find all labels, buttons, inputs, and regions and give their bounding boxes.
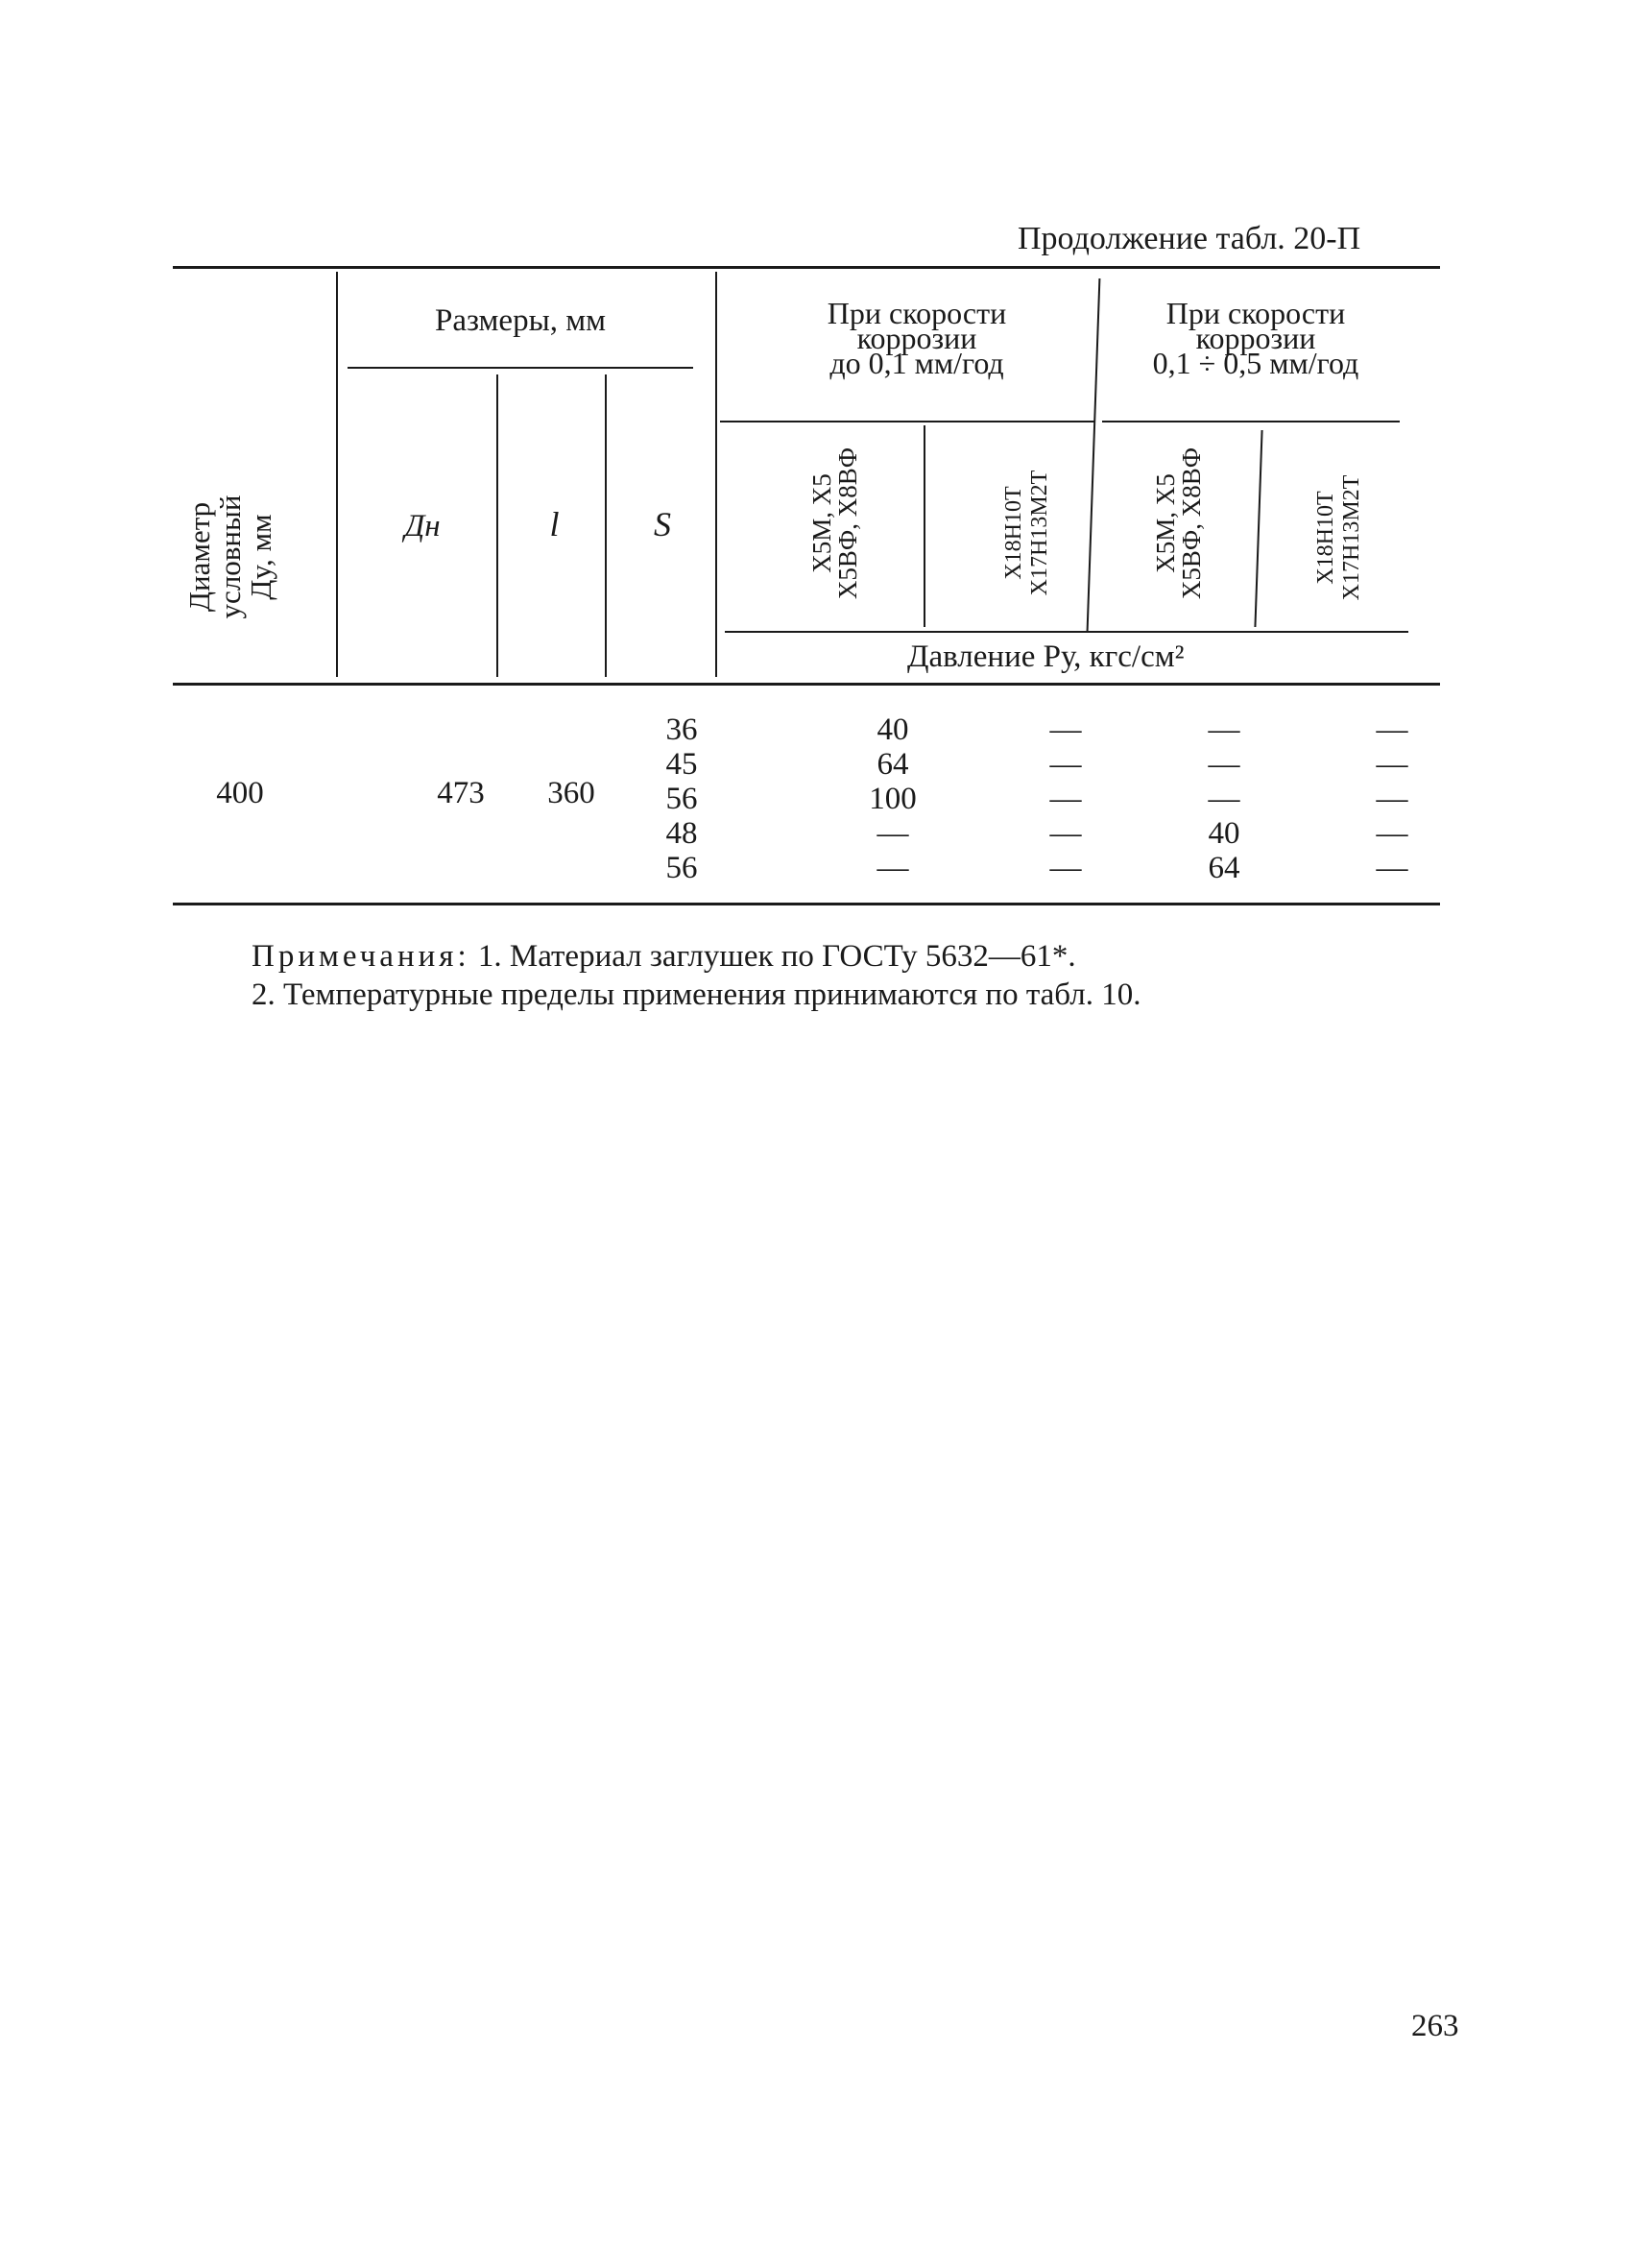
table-caption: Продолжение табл. 20-П <box>1018 221 1361 256</box>
corrosion2-header: При скорости коррозии 0,1 ÷ 0,5 мм/год <box>1152 296 1359 380</box>
col-divider-5 <box>924 425 925 627</box>
table-cell: — <box>877 851 909 885</box>
table-cell: 64 <box>877 747 909 782</box>
pressure-header: Давление Pу, кгс/см² <box>907 639 1185 674</box>
col-s-header: S <box>654 505 671 543</box>
material1-header: Х5М, Х5 Х5ВФ, Х8ВФ <box>807 446 862 600</box>
col-divider-2 <box>496 374 498 677</box>
sizes-group-rule <box>348 367 693 369</box>
notes-label: Примечания: <box>252 939 470 974</box>
note-1 <box>252 939 1076 975</box>
pressure-rule <box>725 631 1408 633</box>
table-cell: 40 <box>1208 816 1240 851</box>
note-1-text: 1. Материал заглушек по ГОСТу 5632—61*. <box>477 939 1076 974</box>
diameter-header: Диаметр условный Дy, мм <box>182 495 277 619</box>
col-dn-header: Дн <box>404 509 441 543</box>
table-cell: 64 <box>1208 851 1240 885</box>
table-cell: — <box>1049 712 1082 747</box>
table-cell: — <box>1376 816 1408 851</box>
col-divider-4 <box>715 272 717 677</box>
table-cell: — <box>1376 782 1408 816</box>
table-cell: — <box>1049 816 1082 851</box>
corr2-mat2-column <box>1344 712 1440 885</box>
table-cell: — <box>1208 782 1240 816</box>
note-2: 2. Температурные пределы применения принимаются по табл. 10. <box>252 977 1141 1012</box>
corrosion2-rule <box>1102 421 1400 422</box>
col-l-header: l <box>549 505 560 543</box>
table-cell: — <box>877 816 909 851</box>
col-divider-7 <box>1254 430 1262 627</box>
table-cell: — <box>1049 851 1082 885</box>
material2-header: Х18Н10Т Х17Н13М2Т <box>1001 470 1052 596</box>
table-cell: 48 <box>665 816 698 851</box>
table-cell: — <box>1376 747 1408 782</box>
table-top-rule <box>173 266 1440 269</box>
corrosion1-rule <box>720 421 1094 422</box>
s-column <box>634 712 730 885</box>
dy-value: 400 <box>216 776 264 810</box>
table-cell: — <box>1376 712 1408 747</box>
l-value: 360 <box>547 776 595 810</box>
page-number: 263 <box>1411 2009 1459 2043</box>
table-cell: — <box>1208 747 1240 782</box>
header-bottom-rule <box>173 683 1440 686</box>
table-cell: 100 <box>869 782 917 816</box>
table-cell: 56 <box>665 782 698 816</box>
table-cell: 45 <box>665 747 698 782</box>
corr1-mat2-column <box>1008 712 1123 885</box>
corrosion1-header: При скорости коррозии до 0,1 мм/год <box>827 296 1007 380</box>
table-cell: — <box>1049 747 1082 782</box>
sizes-group-header: Размеры, мм <box>434 303 607 338</box>
material3-header: Х5М, Х5 Х5ВФ, Х8ВФ <box>1151 446 1206 600</box>
corr2-mat1-column <box>1166 712 1282 885</box>
corr1-mat1-column <box>835 712 950 885</box>
table-cell: 36 <box>665 712 698 747</box>
table-cell: — <box>1208 712 1240 747</box>
table-cell: 56 <box>665 851 698 885</box>
table-cell: 40 <box>877 712 909 747</box>
table-cell: — <box>1049 782 1082 816</box>
col-divider-1 <box>336 272 338 677</box>
material4-header: Х18Н10Т Х17Н13М2Т <box>1313 474 1364 601</box>
table-bottom-rule <box>173 903 1440 905</box>
dn-value: 473 <box>437 776 485 810</box>
col-divider-3 <box>605 374 607 677</box>
table-cell: — <box>1376 851 1408 885</box>
